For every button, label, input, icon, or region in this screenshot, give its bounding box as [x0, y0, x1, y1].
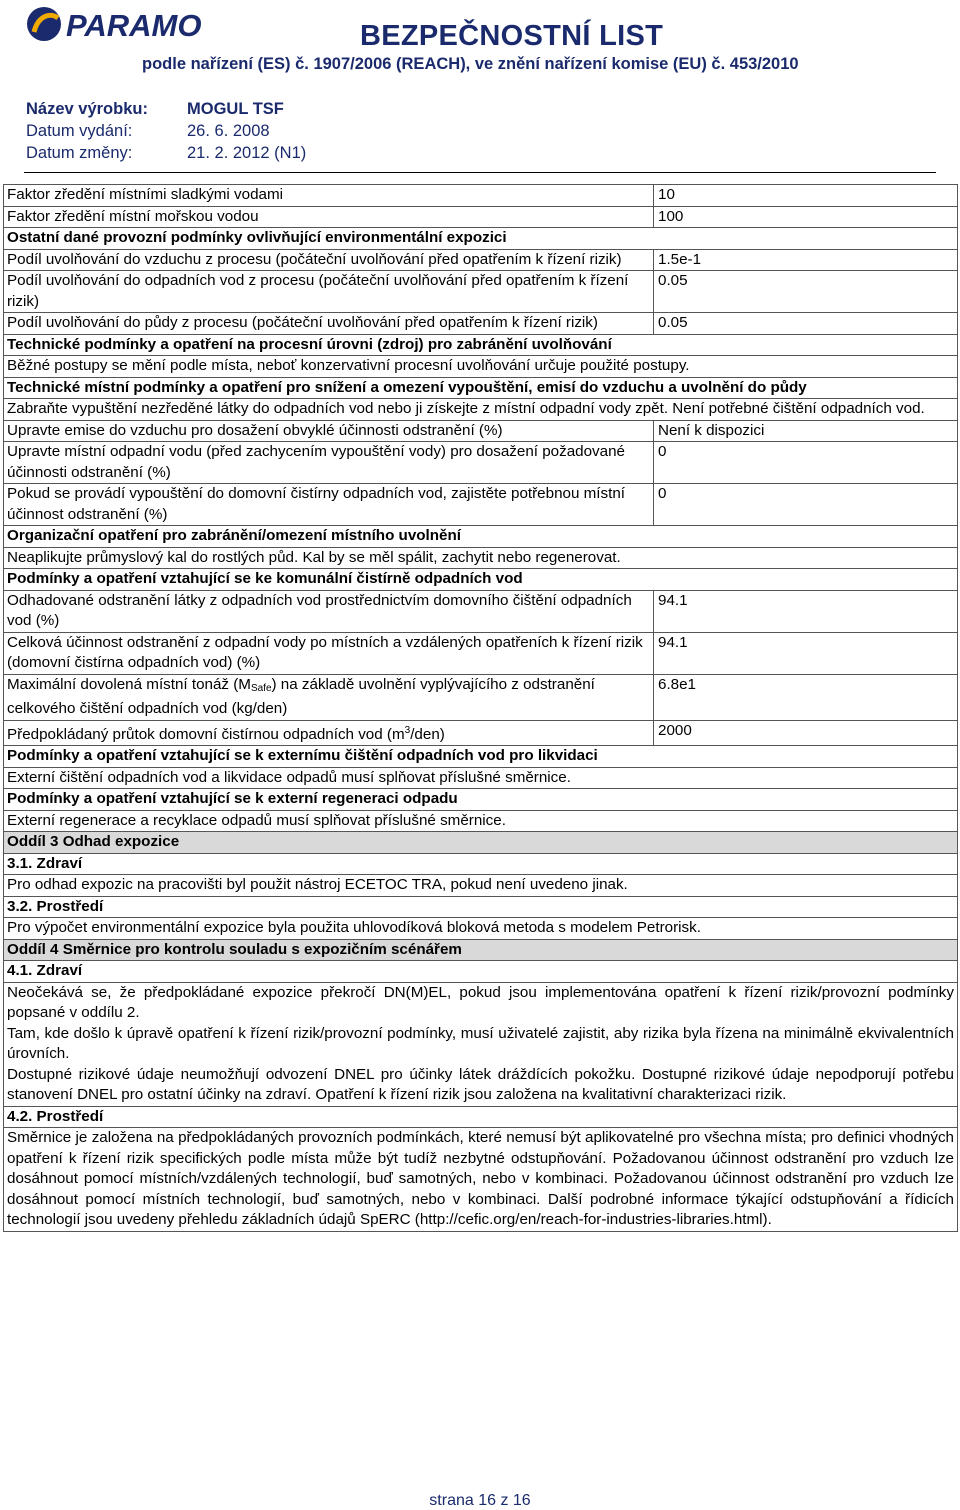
table-row: [4, 526, 958, 548]
row-label: Podíl uvolňování do půdy z procesu (počáteční uvolňování před opatřením k řízení rizik): [4, 313, 654, 335]
exposure-table: [3, 184, 958, 1232]
section-heading: Oddíl 3 Odhad expozice: [4, 832, 958, 854]
table-row: [4, 853, 958, 875]
table-row: [4, 789, 958, 811]
table-row: [4, 767, 958, 789]
table-row: [4, 1128, 958, 1232]
table-row: [4, 228, 958, 250]
table-row: [4, 961, 958, 983]
table-row: [4, 484, 958, 526]
page-number: strana 16 z 16: [429, 1492, 531, 1509]
row-text: Pro odhad expozic na pracovišti byl použit nástroj ECETOC TRA, pokud není uvedeno jinak.: [4, 875, 958, 897]
paragraph: Směrnice je založena na předpokládaných provozních podmínkách, které nemusí být aplikovatelné pro všechna místa; pro definici vhodných opatření k řízení rizik specifických podle místa může být tudíž nezbytné odstupňování. Požadovanou účinnost odstranění pro vzduch lze dosáhnout pomocí místních/vzdálených technologií, buď samotných, nebo v kombinaci. Požadovanou účinnost odstranění pro vzduch lze dosáhnout pomocí místních technologií, buď samotných, nebo v kombinaci. Další podrobné informace týkající odstupňování a řídicích technologií jsou uvedeny přehledu základních údajů SpERC (http://cefic.org/en/reach-for-industries-libraries.html).: [7, 1129, 954, 1228]
row-text: Neaplikujte průmyslový kal do rostlých půd. Kal by se měl spálit, zachytit nebo regenerovat.: [4, 547, 958, 569]
row-text: Externí čištění odpadních vod a likvidace odpadů musí splňovat příslušné směrnice.: [4, 767, 958, 789]
row-label: Upravte emise do vzduchu pro dosažení obvyklé účinnosti odstranění (%): [4, 420, 654, 442]
row-label: Faktor zředění místní mořskou vodou: [4, 206, 654, 228]
row-value: 10: [654, 185, 958, 207]
row-label: Pokud se provádí vypouštění do domovní čistírny odpadních vod, zajistěte potřebnou místní účinnost odstranění (%): [4, 484, 654, 526]
subsection-heading: 3.1. Zdraví: [4, 853, 958, 875]
row-value: 2000: [654, 720, 958, 746]
row-value: 0: [654, 442, 958, 484]
row-value: Není k dispozici: [654, 420, 958, 442]
document-title: BEZPEČNOSTNÍ LIST: [360, 20, 664, 52]
row-value: 100: [654, 206, 958, 228]
subsection-heading: 4.2. Prostředí: [4, 1106, 958, 1128]
table-row: [4, 185, 958, 207]
section-text: [4, 1128, 958, 1232]
row-value: 0.05: [654, 271, 958, 313]
row-value: 1.5e-1: [654, 249, 958, 271]
label-subscript: Safe: [250, 682, 272, 694]
row-heading: Technické podmínky a opatření na procesní úrovni (zdroj) pro zabránění uvolňování: [4, 334, 958, 356]
table-row: [4, 810, 958, 832]
row-heading: Organizační opatření pro zabránění/omezení místního uvolnění: [4, 526, 958, 548]
section-text: [4, 982, 958, 1106]
row-label: Upravte místní odpadní vodu (před zachycením vypouštění vody) pro dosažení požadované účinnosti odstranění (%): [4, 442, 654, 484]
table-row: [4, 206, 958, 228]
table-row: [4, 674, 958, 720]
row-value: 94.1: [654, 632, 958, 674]
table-row: [4, 271, 958, 313]
issued-value: 26. 6. 2008: [187, 122, 270, 140]
table-row: [4, 896, 958, 918]
label-superscript: 3: [404, 724, 411, 736]
row-heading: Technické místní podmínky a opatření pro snížení a omezení vypouštění, emisí do vzduchu a uvolnění do půdy: [4, 377, 958, 399]
row-label: [4, 720, 654, 746]
table-row: [4, 377, 958, 399]
table-row: [4, 590, 958, 632]
row-text: Pro výpočet environmentální expozice byla použita uhlovodíková bloková metoda s modelem Petrorisk.: [4, 918, 958, 940]
table-row: [4, 356, 958, 378]
row-value: 94.1: [654, 590, 958, 632]
row-label: Celková účinnost odstranění z odpadní vody po místních a vzdálených opatřeních k řízení rizik (domovní čistírna odpadních vod) (%): [4, 632, 654, 674]
row-label: Podíl uvolňování do odpadních vod z procesu (počáteční uvolňování před opatřením k řízení rizik): [4, 271, 654, 313]
row-heading: Podmínky a opatření vztahující se k externí regeneraci odpadu: [4, 789, 958, 811]
product-meta: [26, 98, 306, 164]
table-row: [4, 720, 958, 746]
row-heading: Podmínky a opatření vztahující se k externímu čištění odpadních vod pro likvidaci: [4, 746, 958, 768]
document-subtitle: podle nařízení (ES) č. 1907/2006 (REACH), ve znění nařízení komise (EU) č. 453/2010: [142, 55, 799, 73]
table-row: [4, 832, 958, 854]
row-value: 6.8e1: [654, 674, 958, 720]
table-row: [4, 334, 958, 356]
row-heading: Ostatní dané provozní podmínky ovlivňující environmentální expozici: [4, 228, 958, 250]
row-heading: Podmínky a opatření vztahující se ke komunální čistírně odpadních vod: [4, 569, 958, 591]
label-part: Maximální dovolená místní tonáž (M: [7, 675, 251, 693]
row-text: Externí regenerace a recyklace odpadů musí splňovat příslušné směrnice.: [4, 810, 958, 832]
section-heading: Oddíl 4 Směrnice pro kontrolu souladu s expozičním scénářem: [4, 939, 958, 961]
row-label: [4, 674, 654, 720]
header-divider: [24, 172, 936, 173]
table-row: [4, 313, 958, 335]
paramo-logo: [24, 2, 208, 48]
table-row: [4, 399, 958, 421]
subsection-heading: 3.2. Prostředí: [4, 896, 958, 918]
label-part: Předpokládaný průtok domovní čistírnou odpadních vod (m: [7, 725, 405, 743]
issued-label: Datum vydání:: [26, 122, 133, 140]
row-text: Zabraňte vypuštění nezředěné látky do odpadních vod nebo ji získejte z místní odpadní vody zpět. Není potřebné čištění odpadních vod.: [4, 399, 958, 421]
table-row: [4, 939, 958, 961]
label-part: /den): [410, 725, 445, 743]
paragraph: Tam, kde došlo k úpravě opatření k řízení rizik/provozní podmínky, musí uživatelé zajistit, aby rizika byla řízena na minimálně ekvivalentních úrovních.: [7, 1024, 954, 1062]
changed-label: Datum změny:: [26, 144, 133, 162]
table-row: [4, 982, 958, 1106]
table-row: [4, 746, 958, 768]
row-label: Faktor zředění místními sladkými vodami: [4, 185, 654, 207]
logo-text: PARAMO: [66, 8, 202, 43]
product-label: Název výrobku:: [26, 100, 148, 118]
row-label: Odhadované odstranění látky z odpadních vod prostřednictvím domovního čištění odpadních vod (%): [4, 590, 654, 632]
table-row: [4, 1106, 958, 1128]
row-label: Podíl uvolňování do vzduchu z procesu (počáteční uvolňování před opatřením k řízení rizik): [4, 249, 654, 271]
subsection-heading: 4.1. Zdraví: [4, 961, 958, 983]
paragraph: Dostupné rizikové údaje neumožňují odvození DNEL pro účinky látek dráždících pokožku. Dostupné rizikové údaje nepodporují potřebu stanovení DNEL pro ostatní účinky na zdraví. Opatření k řízení rizik jsou založena na kvalitativní charakterizaci rizik.: [7, 1065, 954, 1103]
paragraph: Neočekává se, že předpokládané expozice překročí DN(M)EL, pokud jsou implementována opatření k řízení rizik/provozní podmínky popsané v oddílu 2.: [7, 983, 954, 1021]
table-row: [4, 442, 958, 484]
table-row: [4, 569, 958, 591]
row-value: 0: [654, 484, 958, 526]
label-part: ) na základě uvolnění vyplývajícího z odstranění celkového čištění odpadních vod (kg/den): [7, 675, 595, 717]
table-row: [4, 632, 958, 674]
table-row: [4, 918, 958, 940]
table-row: [4, 249, 958, 271]
row-text: Běžné postupy se mění podle místa, neboť konzervativní procesní uvolňování určuje použité postupy.: [4, 356, 958, 378]
changed-value: 21. 2. 2012 (N1): [187, 144, 307, 162]
table-row: [4, 875, 958, 897]
table-row: [4, 547, 958, 569]
product-value: MOGUL TSF: [187, 100, 284, 118]
row-value: 0.05: [654, 313, 958, 335]
table-row: [4, 420, 958, 442]
